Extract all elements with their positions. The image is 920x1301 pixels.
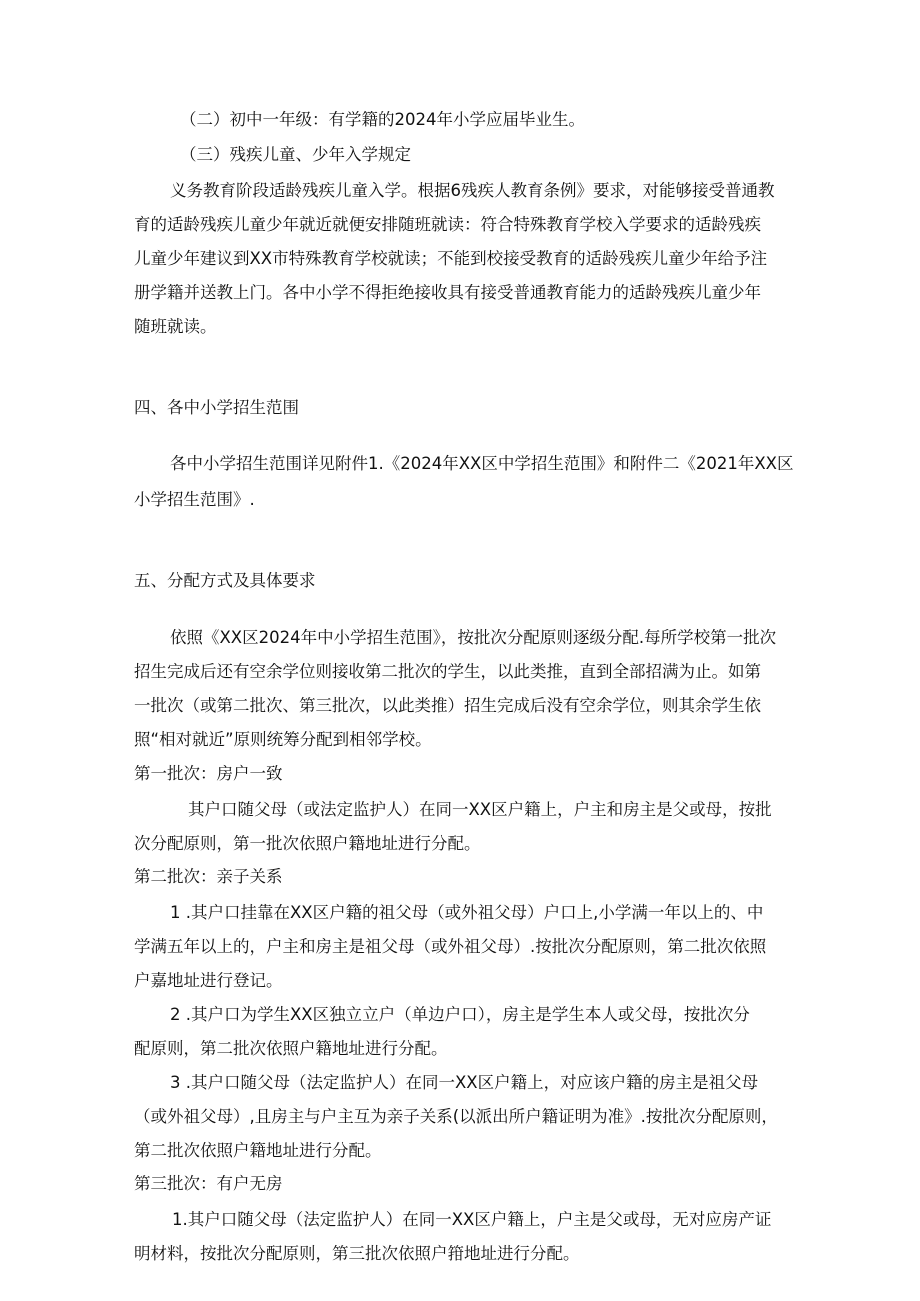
paragraph-line: 义务教育阶段适龄残疾儿童入学。根据6残疾人教育条例》要求，对能够接受普通教	[170, 181, 775, 200]
section-heading: 五、分配方式及具体要求	[134, 571, 316, 590]
paragraph-line: 照“相对就近”原则统筹分配到相邻学校。	[134, 730, 432, 749]
paragraph-line: （或外祖父母）,且房主与户主互为亲子关系(以派出所户籍证明为准》.按批次分配原则，	[134, 1107, 778, 1126]
paragraph-line: 次分配原则，第一批次依照户籍地址进行分配。	[134, 834, 481, 853]
paragraph-line: （三）残疾儿童、少年入学规定	[180, 145, 411, 164]
section-heading: 四、各中小学招生范围	[134, 398, 299, 417]
paragraph-line: 3 .其户口随父母（法定监护人）在同一XX区户籍上，对应该户籍的房主是祖父母	[170, 1073, 759, 1092]
paragraph-line: 配原则，第二批次依照户籍地址进行分配。	[134, 1039, 448, 1058]
paragraph-line: 册学籍并送教上门。各中小学不得拒绝接收具有接受普通教育能力的适龄残疾儿童少年	[134, 283, 761, 302]
paragraph-line: 一批次（或第二批次、第三批次，以此类推）招生完成后没有空余学位，则其余学生依	[134, 696, 761, 715]
paragraph-line: 育的适龄残疾儿童少年就近就便安排随班就读：符合特殊教育学校入学要求的适龄残疾	[134, 215, 761, 234]
batch-heading: 第二批次：亲子关系	[134, 867, 283, 886]
paragraph-line: 学满五年以上的，户主和房主是祖父母（或外祖父母）.按批次分配原则，第二批次依照	[134, 937, 767, 956]
batch-heading: 第三批次：有户无房	[134, 1174, 283, 1193]
paragraph-line: 1 .其户口挂靠在XX区户籍的祖父母（或外祖父母）户口上,小学满一年以上的、中	[170, 903, 764, 922]
batch-heading: 第一批次：房户一致	[134, 764, 283, 783]
paragraph-line: 招生完成后还有空余学位则接收第二批次的学生，以此类推，直到全部招满为止。如第	[134, 662, 761, 681]
paragraph-line: 其户口随父母（或法定监护人）在同一XX区户籍上，户主和房主是父或母，按批	[188, 800, 772, 819]
paragraph-line: 户嘉地址进行登记。	[134, 971, 283, 990]
paragraph-line: 儿童少年建议到XX市特殊教育学校就读；不能到校接受教育的适龄残疾儿童少年给予注	[134, 249, 768, 268]
paragraph-line: 随班就读。	[134, 317, 217, 336]
paragraph-line: 2 .其户口为学生XX区独立立户（单边户口），房主是学生本人或父母，按批次分	[170, 1005, 750, 1024]
paragraph-line: （二）初中一年级：有学籍的2024年小学应届毕业生。	[180, 110, 585, 129]
paragraph-line: 依照《XX区2024年中小学招生范围》，按批次分配原则逐级分配.每所学校第一批次	[170, 628, 777, 647]
paragraph-line: 第二批次依照户籍地址进行分配。	[134, 1141, 382, 1160]
paragraph-line: 1.其户口随父母（法定监护人）在同一XX区户籍上，户主是父或母，无对应房产证	[172, 1210, 772, 1229]
paragraph-line: 各中小学招生范围详见附件1.《2024年XX区中学招生范围》和附件二《2021年XX区	[170, 454, 794, 473]
paragraph-line: 明材料，按批次分配原则，第三批次依照户箝地址进行分配。	[134, 1244, 580, 1263]
paragraph-line: 小学招生范围》.	[134, 490, 255, 509]
